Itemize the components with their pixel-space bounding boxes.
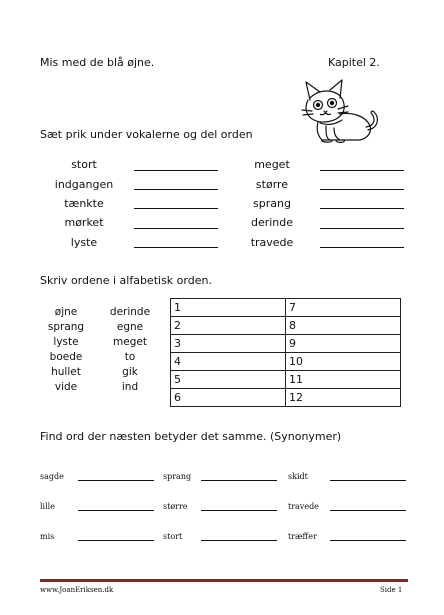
cat-illustration	[296, 78, 382, 146]
table-row	[171, 335, 401, 353]
synonym-word: lille	[40, 502, 55, 511]
answer-line[interactable]	[330, 540, 406, 541]
table-cell[interactable]: 12	[286, 389, 401, 407]
answer-line[interactable]	[134, 189, 218, 190]
table-cell[interactable]: 1	[171, 299, 286, 317]
table-row	[171, 389, 401, 407]
table-cell[interactable]: 3	[171, 335, 286, 353]
footer-site: www.JoanEriksen.dk	[40, 586, 114, 594]
table-cell[interactable]: 6	[171, 389, 286, 407]
sort-word: hullet	[51, 366, 81, 378]
vowel-word: stort	[71, 158, 97, 171]
answer-line[interactable]	[134, 170, 218, 171]
alphabetical-table	[170, 298, 401, 407]
table-row	[171, 299, 401, 317]
answer-line[interactable]	[134, 208, 218, 209]
sort-word: boede	[49, 351, 83, 363]
answer-line[interactable]	[201, 510, 277, 511]
table-cell[interactable]: 5	[171, 371, 286, 389]
footer-page-number: Side 1	[380, 586, 403, 594]
table-row	[171, 371, 401, 389]
footer-rule	[40, 579, 408, 582]
table-cell[interactable]: 8	[286, 317, 401, 335]
table-cell[interactable]: 2	[171, 317, 286, 335]
answer-line[interactable]	[78, 510, 154, 511]
sort-word: ind	[121, 381, 139, 393]
sort-word: lyste	[53, 336, 79, 348]
answer-line[interactable]	[134, 228, 218, 229]
answer-line[interactable]	[320, 208, 404, 209]
table-cell[interactable]: 9	[286, 335, 401, 353]
section1-instruction: Sæt prik under vokalerne og del orden	[40, 128, 253, 141]
vowel-word: mørket	[64, 216, 104, 229]
vowel-word: indgangen	[54, 178, 114, 191]
synonym-word: træffer	[288, 532, 317, 541]
vowel-word: større	[255, 178, 289, 191]
vowel-word: derinde	[250, 216, 294, 229]
section2-instruction: Skriv ordene i alfabetisk orden.	[40, 274, 212, 287]
synonym-word: stort	[163, 532, 183, 541]
section3-instruction: Find ord der næsten betyder det samme. (Synonymer)	[40, 430, 342, 443]
sort-word: sprang	[47, 321, 85, 333]
chapter-label: Kapitel 2.	[328, 56, 380, 69]
synonym-word: mis	[40, 532, 55, 541]
vowel-word: sprang	[253, 197, 291, 210]
table-cell[interactable]: 4	[171, 353, 286, 371]
worksheet-title: Mis med de blå øjne.	[40, 56, 155, 69]
table-cell[interactable]: 10	[286, 353, 401, 371]
vowel-word: meget	[254, 158, 290, 171]
sort-word: øjne	[54, 306, 78, 318]
answer-line[interactable]	[330, 510, 406, 511]
sort-word: egne	[116, 321, 144, 333]
synonym-word: travede	[288, 502, 319, 511]
vowel-word: tænkte	[64, 197, 104, 210]
table-cell[interactable]: 11	[286, 371, 401, 389]
answer-line[interactable]	[201, 480, 277, 481]
answer-line[interactable]	[320, 228, 404, 229]
synonym-word: sprang	[163, 472, 192, 481]
answer-line[interactable]	[78, 480, 154, 481]
synonym-word: sagde	[40, 472, 64, 481]
vowel-word: travede	[250, 236, 294, 249]
sort-word: meget	[113, 336, 147, 348]
table-cell[interactable]: 7	[286, 299, 401, 317]
answer-line[interactable]	[320, 170, 404, 171]
answer-line[interactable]	[78, 540, 154, 541]
answer-line[interactable]	[320, 247, 404, 248]
synonym-word: skidt	[288, 472, 308, 481]
answer-line[interactable]	[134, 247, 218, 248]
sort-word: vide	[54, 381, 78, 393]
sort-word: gik	[122, 366, 138, 378]
answer-line[interactable]	[201, 540, 277, 541]
synonym-word: større	[163, 502, 188, 511]
sort-word: to	[124, 351, 136, 363]
answer-line[interactable]	[330, 480, 406, 481]
vowel-word: lyste	[70, 236, 98, 249]
table-row	[171, 317, 401, 335]
sort-word: derinde	[109, 306, 151, 318]
table-row	[171, 353, 401, 371]
answer-line[interactable]	[320, 189, 404, 190]
